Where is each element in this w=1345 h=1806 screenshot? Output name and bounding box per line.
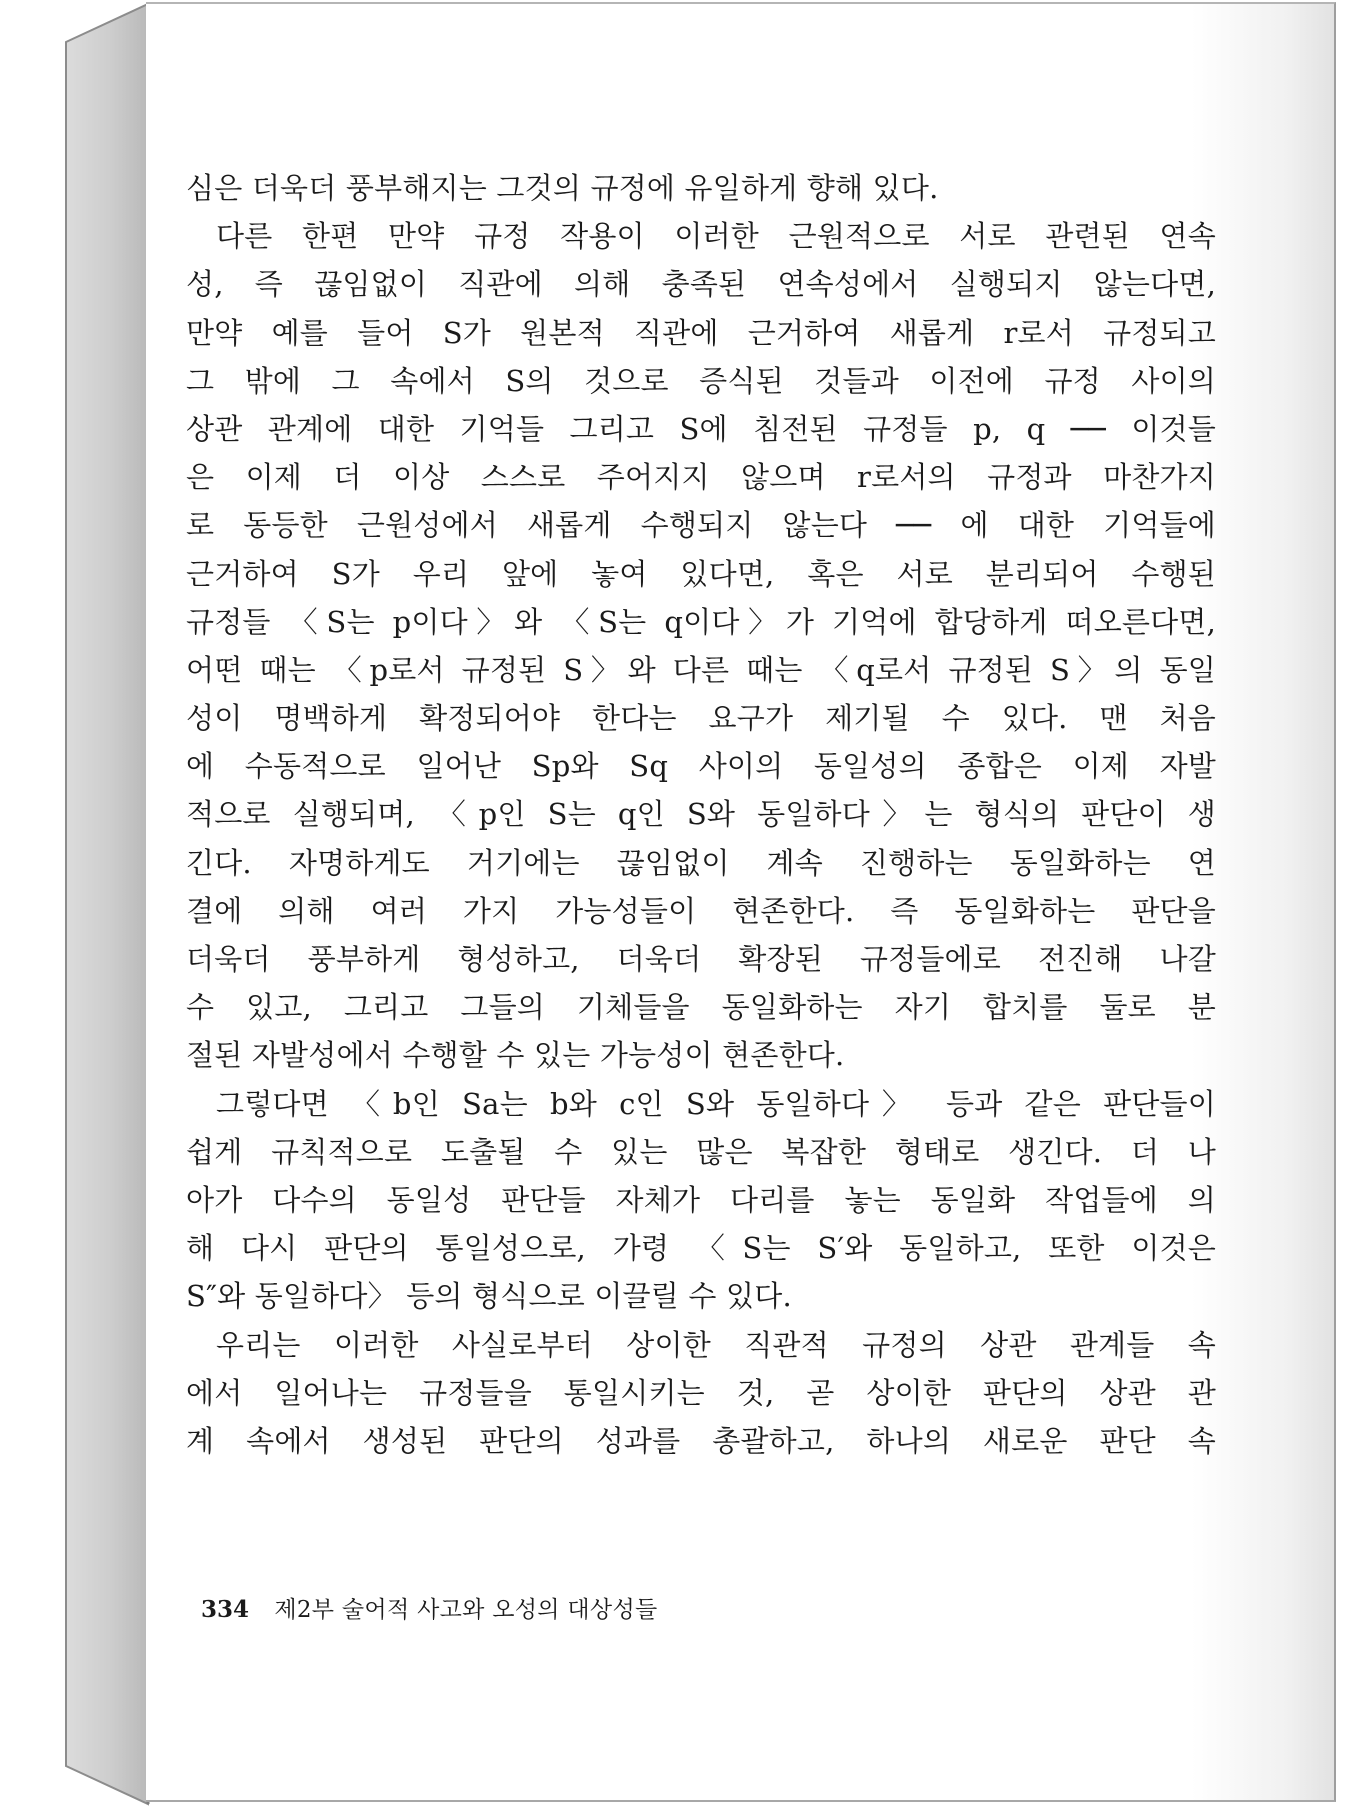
- text-line: S″와 동일하다〉 등의 형식으로 이끌릴 수 있다.: [186, 1279, 792, 1314]
- book-spine: [0, 0, 150, 1806]
- text-line: 해 다시 판단의 통일성으로, 가령 〈S는 S′와 동일하고, 또한 이것은: [186, 1231, 1216, 1266]
- text-line: 우리는 이러한 사실로부터 상이한 직관적 규정의 상관 관계들 속: [216, 1327, 1216, 1362]
- text-line: 계 속에서 생성된 판단의 성과를 총괄하고, 하나의 새로운 판단 속: [186, 1423, 1216, 1458]
- text-line: 로 동등한 근원성에서 새롭게 수행되지 않는다 ── 에 대한 기억들에: [186, 508, 1216, 543]
- text-line: 성이 명백하게 확정되어야 한다는 요구가 제기될 수 있다. 맨 처음: [186, 701, 1216, 736]
- text-line: 근거하여 S가 우리 앞에 놓여 있다면, 혹은 서로 분리되어 수행된: [186, 556, 1216, 591]
- page-number: 334: [201, 1596, 250, 1623]
- text-line: 그 밖에 그 속에서 S의 것으로 증식된 것들과 이전에 규정 사이의: [186, 363, 1216, 398]
- text-line: 심은 더욱더 풍부해지는 그것의 규정에 유일하게 향해 있다.: [186, 171, 939, 205]
- text-line: 에 수동적으로 일어난 Sp와 Sq 사이의 동일성의 종합은 이제 자발: [186, 749, 1216, 784]
- text-line: 더욱더 풍부하게 형성하고, 더욱더 확장된 규정들에로 전진해 나갈: [186, 942, 1216, 976]
- text-line: 만약 예를 들어 S가 원본적 직관에 근거하여 새롭게 r로서 규정되고: [186, 315, 1216, 350]
- running-head: 제2부 술어적 사고와 오성의 대상성들: [274, 1597, 658, 1623]
- text-line: 그렇다면 〈b인 Sa는 b와 c인 S와 동일하다〉 등과 같은 판단들이: [216, 1086, 1216, 1121]
- text-line: 적으로 실행되며, 〈p인 S는 q인 S와 동일하다〉는 형식의 판단이 생: [186, 797, 1216, 832]
- text-line: 성, 즉 끊임없이 직관에 의해 충족된 연속성에서 실행되지 않는다면,: [186, 267, 1216, 302]
- text-line: 은 이제 더 이상 스스로 주어지지 않으며 r로서의 규정과 마찬가지: [186, 460, 1216, 495]
- text-line: 결에 의해 여러 가지 가능성들이 현존한다. 즉 동일화하는 판단을: [186, 893, 1216, 928]
- body-text: [186, 164, 1216, 1465]
- text-line: 어떤 때는 〈p로서 규정된 S〉와 다른 때는 〈q로서 규정된 S〉의 동일: [186, 652, 1216, 687]
- text-line: 긴다. 자명하게도 거기에는 끊임없이 계속 진행하는 동일화하는 연: [186, 845, 1216, 880]
- text-line: 규정들 〈S는 p이다〉와 〈S는 q이다〉가 기억에 합당하게 떠오른다면,: [186, 604, 1216, 639]
- text-line: 수 있고, 그리고 그들의 기체들을 동일화하는 자기 합치를 둘로 분: [186, 990, 1216, 1025]
- page-footer: [201, 1591, 657, 1624]
- text-line: 쉽게 규칙적으로 도출될 수 있는 많은 복잡한 형태로 생긴다. 더 나: [186, 1134, 1216, 1169]
- text-line: 아가 다수의 동일성 판단들 자체가 다리를 놓는 동일화 작업들에 의: [186, 1182, 1216, 1217]
- text-line: 상관 관계에 대한 기억들 그리고 S에 침전된 규정들 p, q ── 이것들: [186, 411, 1216, 446]
- text-line: 다른 한편 만약 규정 작용이 이러한 근원적으로 서로 관련된 연속: [216, 219, 1216, 254]
- text-line: 에서 일어나는 규정들을 통일시키는 것, 곧 상이한 판단의 상관 관: [186, 1375, 1216, 1410]
- text-line: 절된 자발성에서 수행할 수 있는 가능성이 현존한다.: [186, 1038, 845, 1073]
